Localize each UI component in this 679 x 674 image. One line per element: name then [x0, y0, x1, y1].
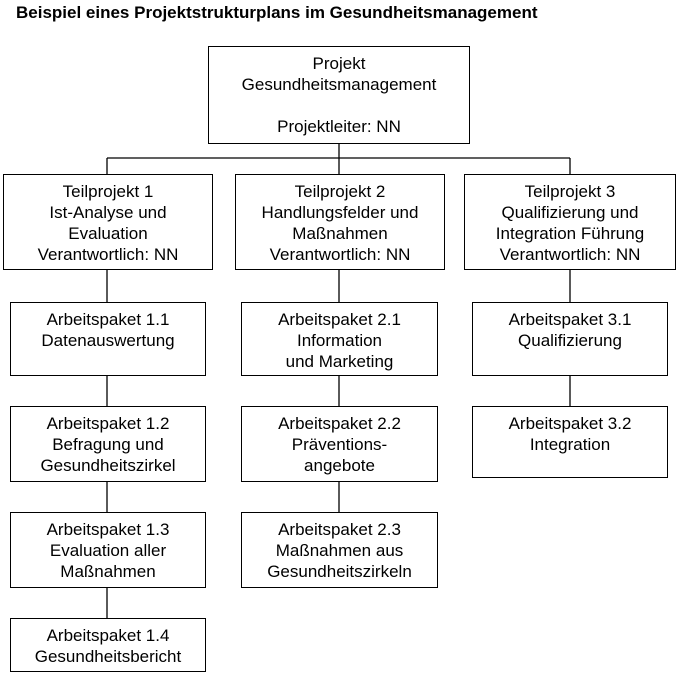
project-leader: Projektleiter: NN [277, 117, 401, 136]
subproject-1-line-3: Evaluation [68, 224, 148, 243]
work-package-2-2-id: Arbeitspaket 2.2 [278, 414, 401, 433]
work-package-1-1-box [10, 302, 206, 376]
work-package-1-4-box [10, 618, 206, 672]
work-package-1-1-id: Arbeitspaket 1.1 [46, 310, 170, 329]
work-package-3-2-id: Arbeitspaket 3.2 [508, 414, 632, 433]
work-package-1-2-box [10, 406, 206, 482]
subproject-2-box [235, 174, 445, 270]
work-package-2-2-box [241, 406, 438, 482]
page-title: Beispiel eines Projektstrukturplans im Gesundheitsmanagement [16, 3, 538, 22]
work-package-1-3-id: Arbeitspaket 1.3 [46, 520, 170, 539]
work-package-1-3-text-1: Evaluation aller [49, 541, 167, 560]
subproject-3-line-4: Verantwortlich: NN [499, 245, 641, 264]
work-package-1-2-id: Arbeitspaket 1.2 [46, 414, 170, 433]
project-name: Gesundheitsmanagement [241, 75, 437, 94]
subproject-1-line-4: Verantwortlich: NN [37, 245, 179, 264]
subproject-3-line-1: Teilprojekt 3 [524, 182, 616, 201]
project-box [208, 46, 470, 144]
subproject-2-line-1: Teilprojekt 2 [294, 182, 386, 201]
work-package-1-2-text-1: Befragung und [52, 435, 164, 454]
work-package-2-1-text-2: und Marketing [285, 352, 394, 371]
work-package-2-1-id: Arbeitspaket 2.1 [278, 310, 401, 329]
work-package-2-1-text-1: Information [296, 331, 383, 350]
subproject-2-line-4: Verantwortlich: NN [269, 245, 411, 264]
subproject-1-line-1: Teilprojekt 1 [62, 182, 154, 201]
work-package-2-1-box [241, 302, 438, 376]
work-package-1-4-id: Arbeitspaket 1.4 [46, 626, 170, 645]
work-package-2-2-text-1: Präventions- [291, 435, 388, 454]
work-package-2-3-text-2: Gesundheitszirkeln [267, 562, 412, 581]
work-package-3-2-box [472, 406, 668, 478]
work-package-1-3-text-2: Maßnahmen [60, 562, 156, 581]
subproject-2-line-3: Maßnahmen [292, 224, 388, 243]
subproject-1-box [3, 174, 213, 270]
work-package-2-3-box [241, 512, 438, 588]
work-package-1-3-box [10, 512, 206, 588]
subproject-1-line-2: Ist-Analyse und [49, 203, 167, 222]
work-package-2-3-text-1: Maßnahmen aus [275, 541, 404, 560]
work-package-3-1-id: Arbeitspaket 3.1 [508, 310, 632, 329]
work-package-3-1-box [472, 302, 668, 376]
work-package-2-3-id: Arbeitspaket 2.3 [278, 520, 401, 539]
work-package-3-1-text-1: Qualifizierung [518, 331, 622, 350]
project-title: Projekt [312, 54, 366, 73]
work-package-1-2-text-2: Gesundheitszirkel [40, 456, 176, 475]
subproject-3-line-3: Integration Führung [495, 224, 645, 243]
subproject-3-line-2: Qualifizierung und [501, 203, 639, 222]
work-package-1-4-text-1: Gesundheitsbericht [34, 647, 182, 666]
work-package-1-1-text-1: Datenauswertung [41, 331, 175, 350]
work-package-2-2-text-2: angebote [304, 456, 375, 475]
subproject-2-line-2: Handlungsfelder und [261, 203, 419, 222]
subproject-3-box [464, 174, 676, 270]
work-package-3-2-text-1: Integration [529, 435, 611, 454]
